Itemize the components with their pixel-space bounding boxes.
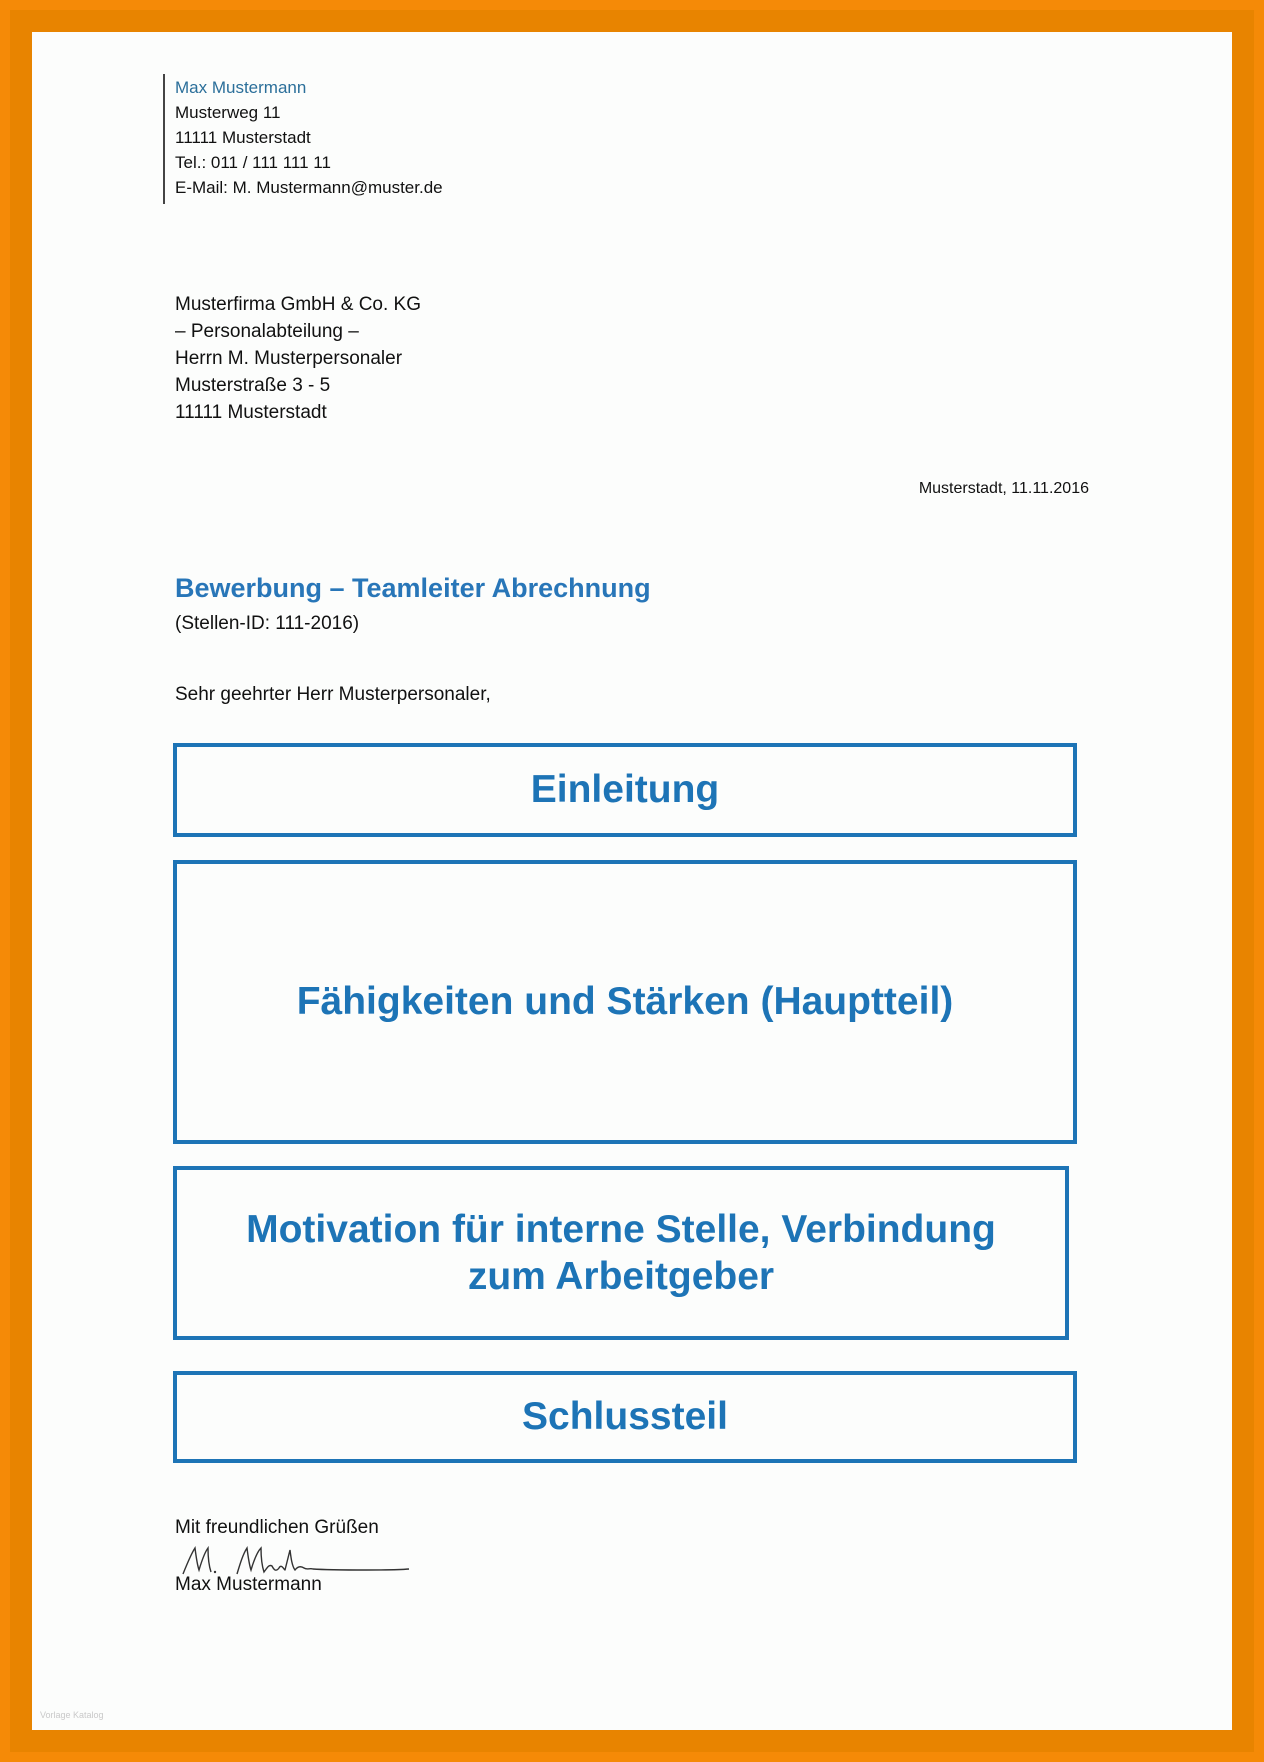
sender-name: Max Mustermann — [175, 78, 307, 97]
letter-date: Musterstadt, 11.11.2016 — [918, 480, 1089, 497]
section-main-box — [173, 860, 1077, 1144]
salutation: Sehr geehrter Herr Musterpersonaler, — [175, 684, 491, 705]
recipient-street: Musterstraße 3 - 5 — [175, 375, 331, 396]
section-main-label: Fähigkeiten und Stärken (Hauptteil) — [296, 980, 954, 1023]
watermark-text: Vorlage Katalog — [40, 1710, 104, 1720]
section-closing-label: Schlussteil — [522, 1395, 728, 1438]
recipient-department: – Personalabteilung – — [175, 321, 359, 342]
sender-phone: Tel.: 011 / 111 111 11 — [175, 153, 331, 172]
subject-line: Bewerbung – Teamleiter Abrechnung — [175, 573, 651, 603]
sender-street: Musterweg 11 — [175, 103, 281, 122]
section-intro-box — [173, 743, 1077, 837]
recipient-city: 11111 Musterstadt — [175, 402, 327, 423]
section-intro-label: Einleitung — [530, 768, 720, 811]
sender-city: 11111 Musterstadt — [175, 128, 311, 147]
section-motivation-line1: Motivation für interne Stelle, Verbindung — [246, 1208, 996, 1251]
recipient-block — [175, 291, 421, 426]
job-id: (Stellen-ID: 111-2016) — [175, 613, 360, 634]
signer-name: Max Mustermann — [175, 1574, 322, 1595]
section-closing-box — [173, 1371, 1077, 1463]
recipient-contact: Herrn M. Musterpersonaler — [175, 348, 403, 369]
recipient-company: Musterfirma GmbH & Co. KG — [175, 294, 421, 315]
letter-page — [32, 32, 1232, 1730]
sender-block — [163, 74, 443, 204]
section-motivation-line2: zum Arbeitgeber — [467, 1255, 775, 1298]
closing-phrase: Mit freundlichen Grüßen — [175, 1517, 379, 1538]
section-motivation-box — [173, 1166, 1069, 1340]
sender-email: E-Mail: M. Mustermann@muster.de — [175, 178, 443, 197]
